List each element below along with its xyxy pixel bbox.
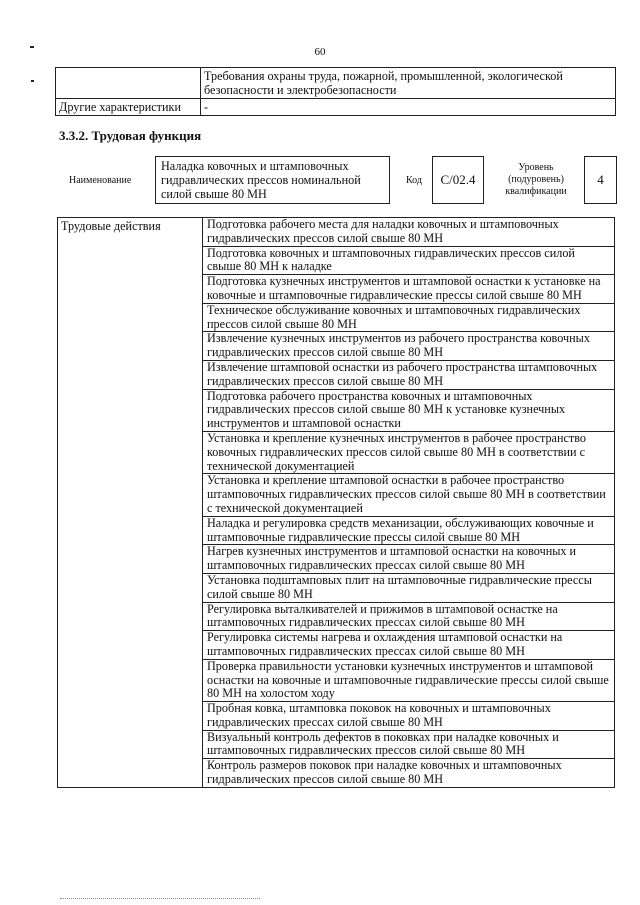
labor-action-item: Пробная ковка, штамповка поковок на ковочных и штамповочных гидравлических прессах силой свыше 80 МН	[203, 702, 615, 731]
row-label: Другие характеристики	[56, 99, 201, 116]
table-row	[58, 218, 615, 247]
requirements-table	[55, 67, 616, 116]
function-name-box	[155, 156, 390, 204]
level-box	[584, 156, 617, 204]
code-value: С/02.4	[440, 172, 476, 187]
labor-action-item: Наладка и регулировка средств механизации, обслуживающих ковочные и штамповочные гидравлические прессы силой свыше 80 МН	[203, 516, 615, 545]
labor-action-item: Подготовка кузнечных инструментов и штамповой оснастки к установке на ковочные и штамповочные гидравлические прессы силой свыше 80 МН	[203, 275, 615, 304]
labor-action-item: Регулировка выталкивателей и прижимов в штамповой оснастке на штамповочных гидравлических прессах силой свыше 80 МН	[203, 602, 615, 631]
labor-action-item: Установка и крепление кузнечных инструментов в рабочее пространство ковочных гидравлических прессов силой свыше 80 МН в соответствии с технической документацией	[203, 431, 615, 473]
row-value: -	[201, 99, 616, 116]
section-title: 3.3.2. Трудовая функция	[59, 128, 202, 143]
labor-action-item: Нагрев кузнечных инструментов и штамповой оснастки на ковочных и штамповочных гидравлических прессах силой свыше 80 МН	[203, 545, 615, 574]
labor-actions-label: Трудовые действия	[58, 218, 203, 788]
labor-action-item: Контроль размеров поковок при наладке ковочных и штамповочных гидравлических прессов силой свыше 80 МН	[203, 759, 615, 788]
labor-actions-table	[57, 217, 615, 788]
level-label: Уровень (подуровень) квалификации	[505, 162, 567, 197]
labor-action-item: Подготовка рабочего пространства ковочных и штамповочных гидравлических прессов силой свыше 80 МН к установке кузнечных инструментов и штамповой оснастки	[203, 389, 615, 431]
labor-action-item: Проверка правильности установки кузнечных инструментов и штамповой оснастки на ковочные и штамповочные гидравлические прессы силой свыше 80 МН на холостом ходу	[203, 659, 615, 701]
scan-artifact-line	[60, 898, 260, 899]
labor-action-item: Подготовка рабочего места для наладки ковочных и штамповочных гидравлических прессов силой свыше 80 МН	[203, 218, 615, 247]
labor-action-item: Извлечение штамповой оснастки из рабочего пространства штамповочных гидравлических прессов силой свыше 80 МН	[203, 360, 615, 389]
row-value: Требования охраны труда, пожарной, промышленной, экологической безопасности и электробезопасности	[201, 68, 616, 99]
labor-action-item: Установка и крепление штамповой оснастки в рабочее пространство штамповочных гидравлических прессов силой свыше 80 МН в соответствии с технической документацией	[203, 474, 615, 516]
page-number: 60	[314, 46, 326, 58]
code-box	[432, 156, 484, 204]
labor-action-item: Визуальный контроль дефектов в поковках при наладке ковочных и штамповочных гидравлических прессов силой свыше 80 МН	[203, 730, 615, 759]
row-label	[56, 68, 201, 99]
labor-action-item: Подготовка ковочных и штамповочных гидравлических прессов силой свыше 80 МН к наладке	[203, 246, 615, 275]
labor-action-item: Установка подштамповых плит на штамповочные гидравлические прессы силой свыше 80 МН	[203, 573, 615, 602]
code-label: Код	[406, 175, 422, 186]
table-row	[56, 99, 616, 116]
labor-action-item: Регулировка системы нагрева и охлаждения штамповой оснастки на штамповочных гидравлических прессах силой свыше 80 МН	[203, 631, 615, 660]
name-label: Наименование	[69, 175, 132, 186]
margin-mark-bottom	[31, 80, 34, 82]
level-value: 4	[597, 172, 604, 187]
labor-action-item: Техническое обслуживание ковочных и штамповочных гидравлических прессов силой свыше 80 МН	[203, 303, 615, 332]
labor-action-item: Извлечение кузнечных инструментов из рабочего пространства ковочных гидравлических прессов силой свыше 80 МН	[203, 332, 615, 361]
function-name: Наладка ковочных и штамповочных гидравлических прессов номинальной силой свыше 80 МН	[161, 159, 361, 201]
table-row	[56, 68, 616, 99]
